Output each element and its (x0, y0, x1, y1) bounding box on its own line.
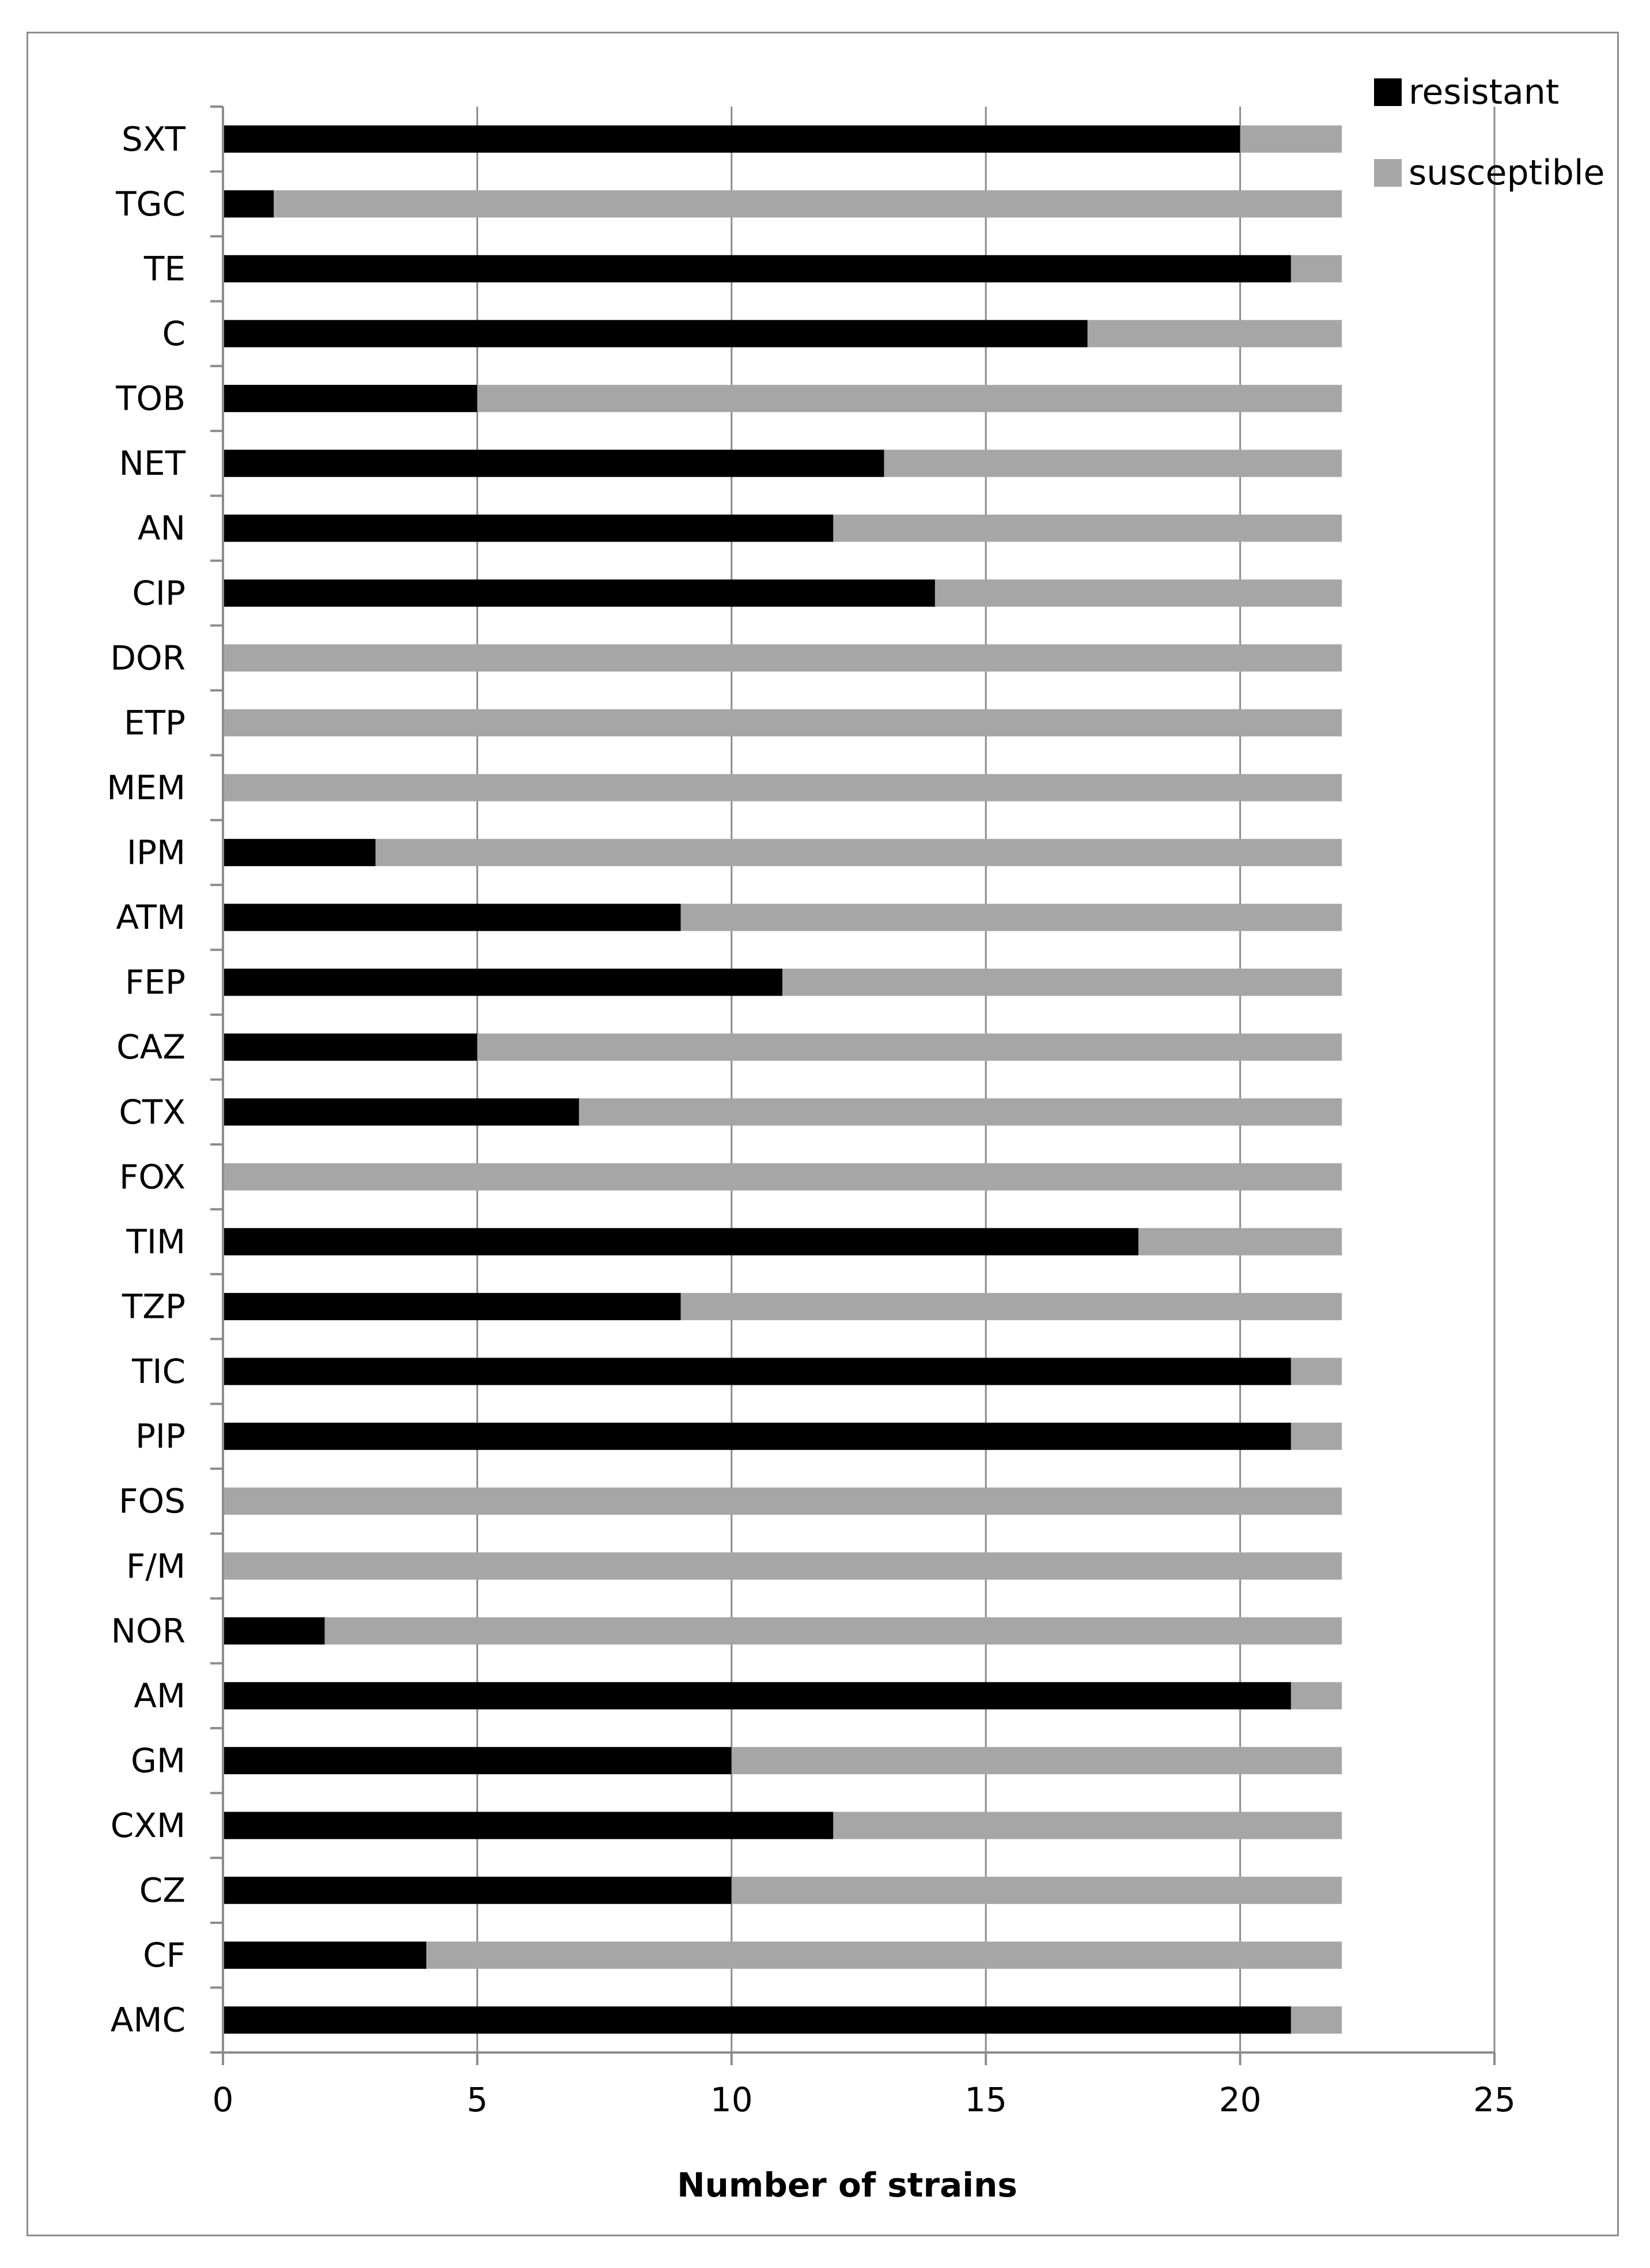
legend-swatch-susceptible (1374, 159, 1402, 187)
bar-resistant-NOR (223, 1617, 325, 1645)
category-label-CXM: CXM (110, 1806, 186, 1846)
x-tick-label-20: 20 (1218, 2080, 1262, 2119)
category-label-F/M: F/M (126, 1546, 186, 1586)
bar-resistant-PIP (223, 1423, 1291, 1450)
bar-susceptible-NOR (325, 1617, 1342, 1645)
bar-susceptible-MEM (223, 774, 1342, 801)
bar-resistant-AM (223, 1682, 1291, 1709)
bar-susceptible-AN (833, 515, 1342, 542)
bar-resistant-ATM (223, 904, 681, 931)
category-label-TIC: TIC (131, 1352, 186, 1392)
bar-resistant-IPM (223, 839, 376, 866)
bar-susceptible-ATM (681, 904, 1342, 931)
category-label-FEP: FEP (125, 962, 186, 1002)
category-label-ATM: ATM (116, 898, 186, 938)
bar-susceptible-F/M (223, 1552, 1342, 1579)
legend-swatch-resistant (1374, 78, 1402, 106)
bar-susceptible-TIM (1138, 1228, 1342, 1255)
bar-resistant-TZP (223, 1293, 681, 1320)
category-label-CIP: CIP (132, 573, 186, 613)
bar-resistant-CTX (223, 1098, 579, 1125)
bar-susceptible-PIP (1291, 1423, 1342, 1450)
bar-susceptible-CZ (732, 1877, 1342, 1904)
bar-susceptible-DOR (223, 644, 1342, 671)
category-label-CTX: CTX (119, 1092, 186, 1132)
bar-susceptible-CIP (935, 580, 1342, 607)
category-label-NET: NET (119, 444, 186, 483)
x-tick-label-5: 5 (466, 2080, 488, 2119)
bar-susceptible-TGC (274, 190, 1342, 217)
x-tick-labels (213, 2080, 1516, 2119)
x-axis-title: Number of strains (677, 2165, 1017, 2205)
category-label-DOR: DOR (110, 638, 186, 678)
x-tick-label-25: 25 (1473, 2080, 1516, 2119)
bar-susceptible-CTX (579, 1098, 1342, 1125)
bar-susceptible-FOX (223, 1163, 1342, 1190)
bar-susceptible-CF (426, 1942, 1342, 1969)
bar-resistant-CAZ (223, 1034, 477, 1061)
category-label-CAZ: CAZ (116, 1027, 186, 1067)
category-label-FOX: FOX (119, 1157, 186, 1197)
category-label-NOR: NOR (111, 1611, 186, 1651)
category-label-TZP: TZP (122, 1287, 186, 1326)
bar-resistant-SXT (223, 126, 1240, 153)
bar-resistant-CXM (223, 1812, 833, 1839)
category-label-CZ: CZ (139, 1870, 186, 1910)
bar-susceptible-SXT (1240, 126, 1342, 153)
bar-resistant-CF (223, 1942, 426, 1969)
bar-susceptible-NET (884, 449, 1342, 477)
bars (223, 126, 1342, 2034)
bar-resistant-AMC (223, 2006, 1291, 2033)
category-label-ETP: ETP (123, 703, 186, 743)
x-tick-label-0: 0 (212, 2080, 234, 2119)
legend (1374, 72, 1604, 193)
bar-susceptible-AMC (1291, 2006, 1342, 2033)
x-tick-label-10: 10 (710, 2080, 753, 2119)
category-label-CF: CF (143, 1936, 186, 1975)
category-label-TE: TE (143, 249, 186, 289)
bar-susceptible-C (1088, 320, 1342, 347)
bar-susceptible-GM (732, 1747, 1342, 1774)
category-label-AMC: AMC (110, 2000, 186, 2040)
category-label-IPM: IPM (126, 833, 186, 872)
bar-resistant-CZ (223, 1877, 732, 1904)
bar-susceptible-CAZ (477, 1034, 1342, 1061)
bar-resistant-TE (223, 255, 1291, 282)
category-label-TGC: TGC (116, 184, 186, 224)
legend-label-resistant: resistant (1409, 72, 1560, 112)
bar-resistant-AN (223, 515, 833, 542)
bar-susceptible-TIC (1291, 1358, 1342, 1385)
bar-resistant-TOB (223, 385, 477, 412)
category-label-GM: GM (131, 1741, 186, 1781)
bar-resistant-FEP (223, 969, 782, 996)
category-label-FOS: FOS (119, 1481, 186, 1521)
category-label-AN: AN (137, 508, 186, 548)
bar-susceptible-TOB (477, 385, 1342, 412)
bar-susceptible-FEP (782, 969, 1342, 996)
x-tick-label-15: 15 (964, 2080, 1008, 2119)
legend-label-susceptible: susceptible (1409, 153, 1605, 193)
category-label-MEM: MEM (107, 768, 186, 807)
bar-resistant-C (223, 320, 1088, 347)
category-label-SXT: SXT (122, 119, 186, 159)
category-labels (107, 119, 186, 2039)
bar-susceptible-TZP (681, 1293, 1342, 1320)
bar-susceptible-TE (1291, 255, 1342, 282)
bar-susceptible-FOS (223, 1488, 1342, 1515)
category-label-PIP: PIP (135, 1416, 186, 1456)
category-label-AM: AM (134, 1676, 186, 1715)
bar-resistant-TIC (223, 1358, 1291, 1385)
category-label-C: C (162, 313, 186, 353)
category-label-TOB: TOB (116, 379, 186, 418)
bar-resistant-GM (223, 1747, 732, 1774)
bar-susceptible-AM (1291, 1682, 1342, 1709)
bar-resistant-CIP (223, 580, 935, 607)
bar-resistant-NET (223, 449, 884, 477)
bar-resistant-TGC (223, 190, 274, 217)
bar-resistant-TIM (223, 1228, 1138, 1255)
bar-susceptible-IPM (376, 839, 1342, 866)
category-label-TIM: TIM (126, 1222, 186, 1261)
bar-susceptible-CXM (833, 1812, 1342, 1839)
bar-susceptible-ETP (223, 709, 1342, 736)
